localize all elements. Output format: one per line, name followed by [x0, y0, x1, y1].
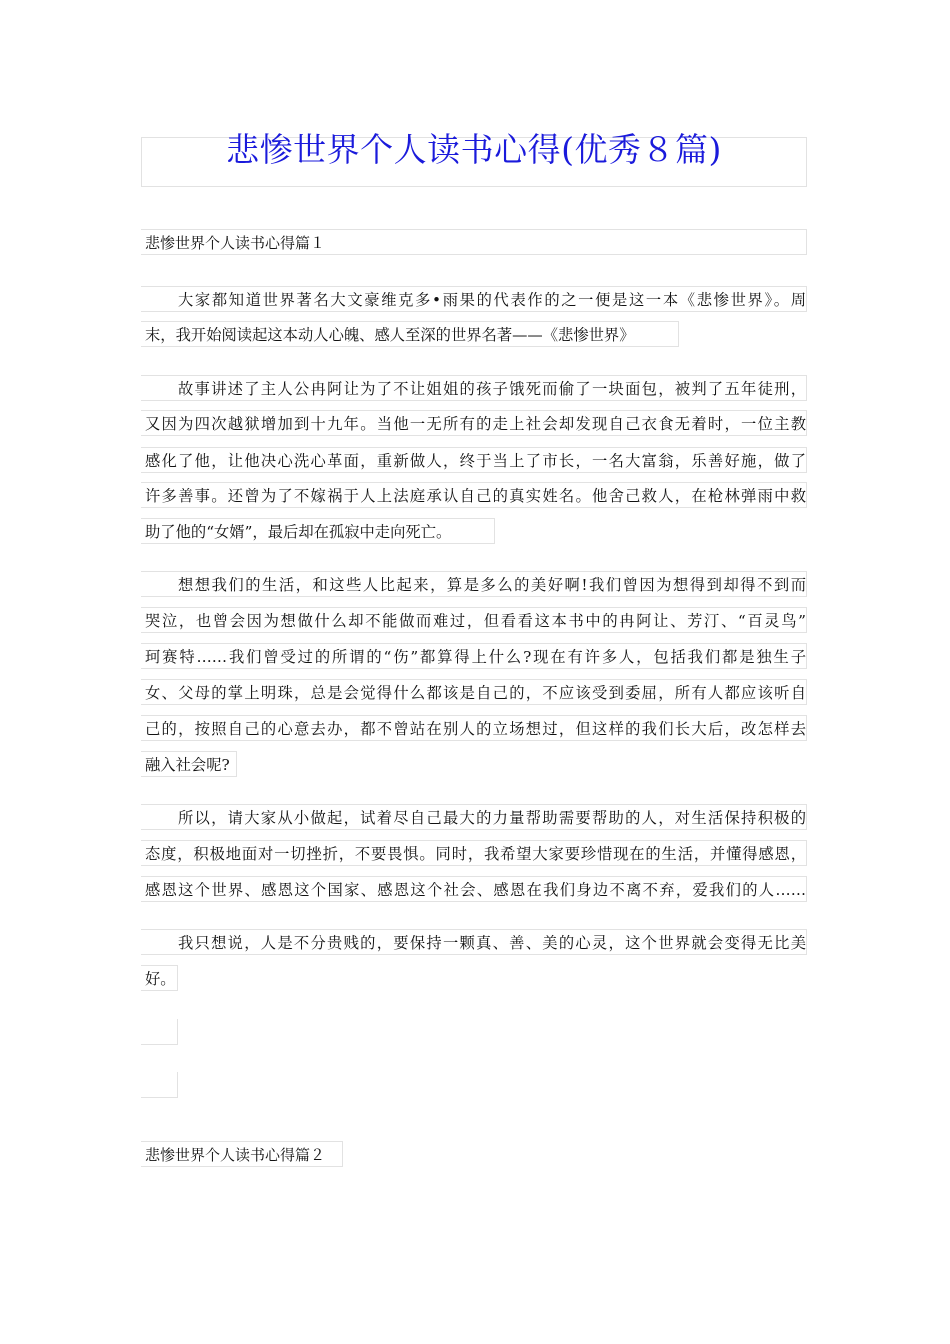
paragraph-line: 态度，积极地面对一切挫折，不要畏惧。同时，我希望大家要珍惜现在的生活，并懂得感恩， — [141, 840, 807, 866]
paragraph-line: 好。 — [141, 965, 178, 991]
paragraph-line: 又因为四次越狱增加到十九年。当他一无所有的走上社会却发现自己衣食无着时，一位主教 — [141, 410, 807, 436]
blank-line — [141, 1019, 178, 1045]
paragraph-line: 珂赛特……我们曾受过的所谓的“伤”都算得上什么?现在有许多人，包括我们都是独生子 — [141, 643, 807, 669]
paragraph-line: 融入社会呢? — [141, 751, 237, 777]
document-title: 悲惨世界个人读书心得(优秀８篇) — [141, 137, 807, 187]
blank-line — [141, 1072, 178, 1098]
section-heading-2: 悲惨世界个人读书心得篇２ — [141, 1141, 343, 1167]
paragraph-line: 想想我们的生活，和这些人比起来，算是多么的美好啊!我们曾因为想得到却得不到而 — [141, 571, 807, 597]
paragraph-line: 大家都知道世界著名大文豪维克多•雨果的代表作的之一便是这一本《悲惨世界》。周 — [141, 286, 807, 312]
paragraph-line: 己的，按照自己的心意去办，都不曾站在别人的立场想过，但这样的我们长大后，改怎样去 — [141, 715, 807, 741]
paragraph-line: 感化了他，让他决心洗心革面，重新做人，终于当上了市长，一名大富翁，乐善好施，做了 — [141, 447, 807, 473]
paragraph-line: 许多善事。还曾为了不嫁祸于人上法庭承认自己的真实姓名。他舍己救人，在枪林弹雨中救 — [141, 482, 807, 508]
paragraph-line: 我只想说，人是不分贵贱的，要保持一颗真、善、美的心灵，这个世界就会变得无比美 — [141, 929, 807, 955]
paragraph-line: 助了他的“女婿”，最后却在孤寂中走向死亡。 — [141, 518, 495, 544]
paragraph-line: 所以，请大家从小做起，试着尽自己最大的力量帮助需要帮助的人，对生活保持积极的 — [141, 804, 807, 830]
paragraph-line: 末，我开始阅读起这本动人心魄、感人至深的世界名著——《悲惨世界》 — [141, 321, 679, 347]
paragraph-line: 女、父母的掌上明珠，总是会觉得什么都该是自己的，不应该受到委屈，所有人都应该听自 — [141, 679, 807, 705]
paragraph-line: 哭泣，也曾会因为想做什么却不能做而难过，但看看这本书中的冉阿让、芳汀、“百灵鸟” — [141, 607, 807, 633]
paragraph-line: 故事讲述了主人公冉阿让为了不让姐姐的孩子饿死而偷了一块面包，被判了五年徒刑， — [141, 375, 807, 401]
section-heading-1: 悲惨世界个人读书心得篇１ — [141, 229, 807, 255]
paragraph-line: 感恩这个世界、感恩这个国家、感恩这个社会、感恩在我们身边不离不弃，爱我们的人…… — [141, 876, 807, 902]
